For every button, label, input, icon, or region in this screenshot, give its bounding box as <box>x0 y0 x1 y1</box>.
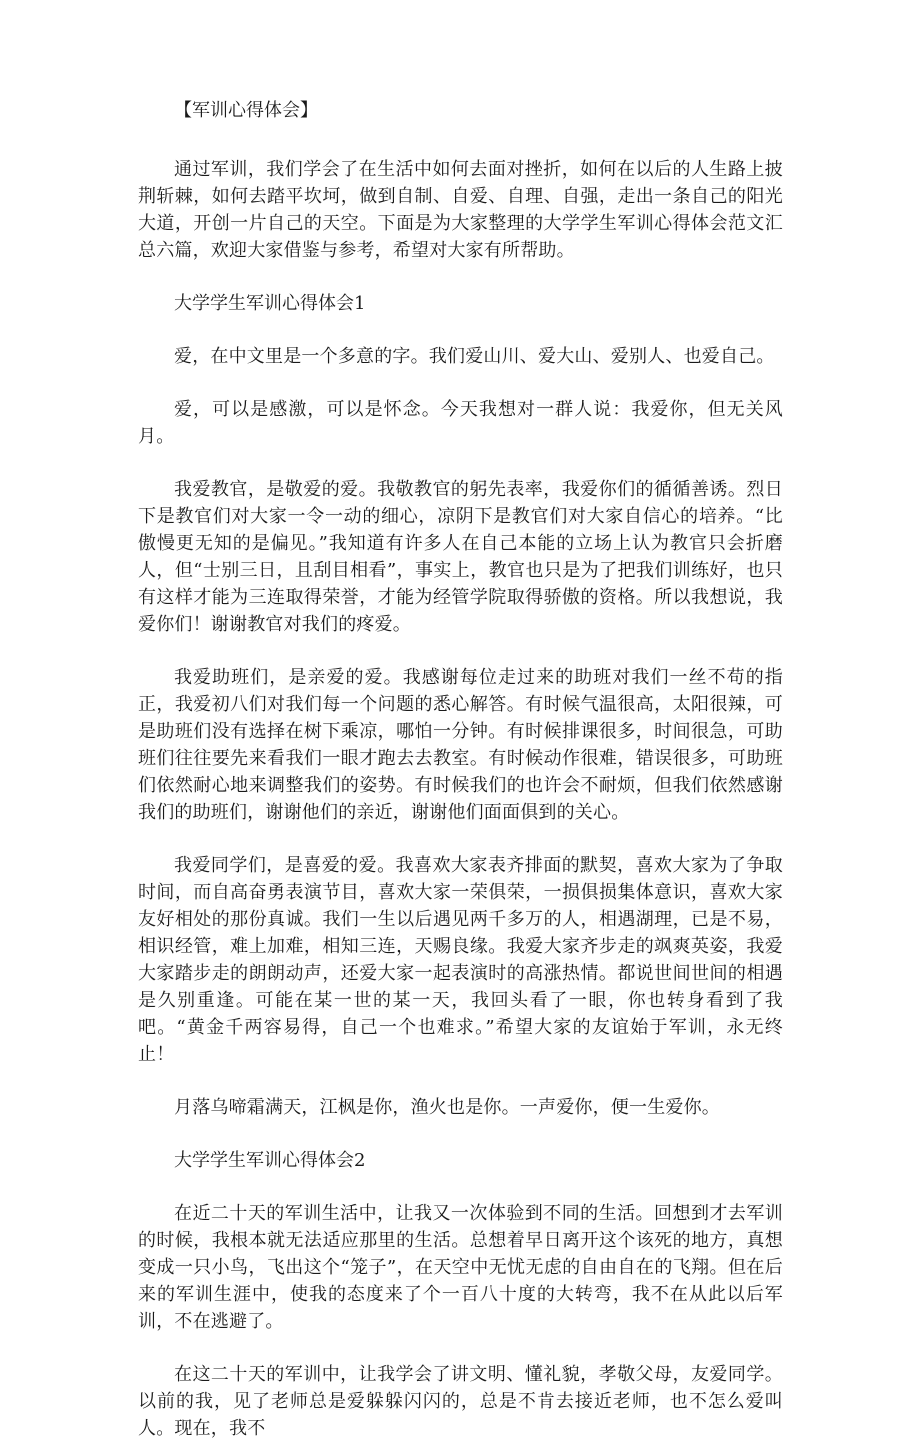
paragraph: 在近二十天的军训生活中，让我又一次体验到不同的生活。回想到才去军训的时候，我根本就无法适应那里的生活。总想着早日离开这个该死的地方，真想变成一只小鸟，飞出这个“笼子”，在天空中无忧无虑的自由自在的飞翔。但在后来的军训生涯中，使我的态度来了个一百八十度的大转弯，我不在从此以后军训，不在逃避了。 <box>138 1203 783 1332</box>
intro-paragraph: 通过军训，我们学会了在生活中如何去面对挫折，如何在以后的人生路上披荆斩棘，如何去踏平坎坷，做到自制、自爱、自理、自强，走出一条自己的阳光大道，开创一片自己的天空。下面是为大家整理的大学学生军训心得体会范文汇总六篇，欢迎大家借鉴与参考，希望对大家有所帮助。 <box>138 159 783 261</box>
paragraph: 在这二十天的军训中，让我学会了讲文明、懂礼貌，孝敬父母，友爱同学。以前的我，见了老师总是爱躲躲闪闪的，总是不肯去接近老师，也不怎么爱叫人。现在，我不 <box>138 1364 783 1439</box>
document-page <box>138 98 783 1442</box>
section-heading-2: 大学学生军训心得体会2 <box>174 1150 366 1171</box>
paragraph: 我爱教官，是敬爱的爱。我敬教官的躬先表率，我爱你们的循循善诱。烈日下是教官们对大家一令一动的细心，凉阴下是教官们对大家自信心的培养。“比傲慢更无知的是偏见。”我知道有许多人在自己本能的立场上认为教官只会折磨人，但“士别三日，且刮目相看”，事实上，教官也只是为了把我们训练好，也只有这样才能为三连取得荣誉，才能为经管学院取得骄傲的资格。所以我想说，我爱你们！谢谢教官对我们的疼爱。 <box>138 479 783 635</box>
paragraph: 爱，可以是感激，可以是怀念。今天我想对一群人说：我爱你，但无关风月。 <box>138 399 783 447</box>
paragraph: 我爱同学们，是喜爱的爱。我喜欢大家表齐排面的默契，喜欢大家为了争取时间，而自高奋勇表演节目，喜欢大家一荣俱荣，一损俱损集体意识，喜欢大家友好相处的那份真诚。我们一生以后遇见两千多万的人，相遇湖理，已是不易，相识经管，难上加难，相知三连，天赐良缘。我爱大家齐步走的飒爽英姿，我爱大家踏步走的朗朗动声，还爱大家一起表演时的高涨热情。都说世间世间的相遇是久别重逢。可能在某一世的某一天，我回头看了一眼，你也转身看到了我吧。“黄金千两容易得，自己一个也难求。”希望大家的友谊始于军训，永无终止！ <box>138 855 783 1065</box>
paragraph: 月落乌啼霜满天，江枫是你，渔火也是你。一声爱你，便一生爱你。 <box>174 1097 720 1118</box>
paragraph: 爱，在中文里是一个多意的字。我们爱山川、爱大山、爱别人、也爱自己。 <box>174 346 775 367</box>
section-heading-1: 大学学生军训心得体会1 <box>174 293 366 314</box>
paragraph: 我爱助班们，是亲爱的爱。我感谢每位走过来的助班对我们一丝不苟的指正，我爱初八们对我们每一个问题的悉心解答。有时候气温很高，太阳很辣，可是助班们没有选择在树下乘凉，哪怕一分钟。有时候排课很多，时间很急，可助班们往往要先来看我们一眼才跑去去教室。有时候动作很难，错误很多，可助班们依然耐心地来调整我们的姿势。有时候我们的也许会不耐烦，但我们依然感谢我们的助班们，谢谢他们的亲近，谢谢他们面面俱到的关心。 <box>138 667 783 823</box>
document-title: 【军训心得体会】 <box>174 100 318 121</box>
